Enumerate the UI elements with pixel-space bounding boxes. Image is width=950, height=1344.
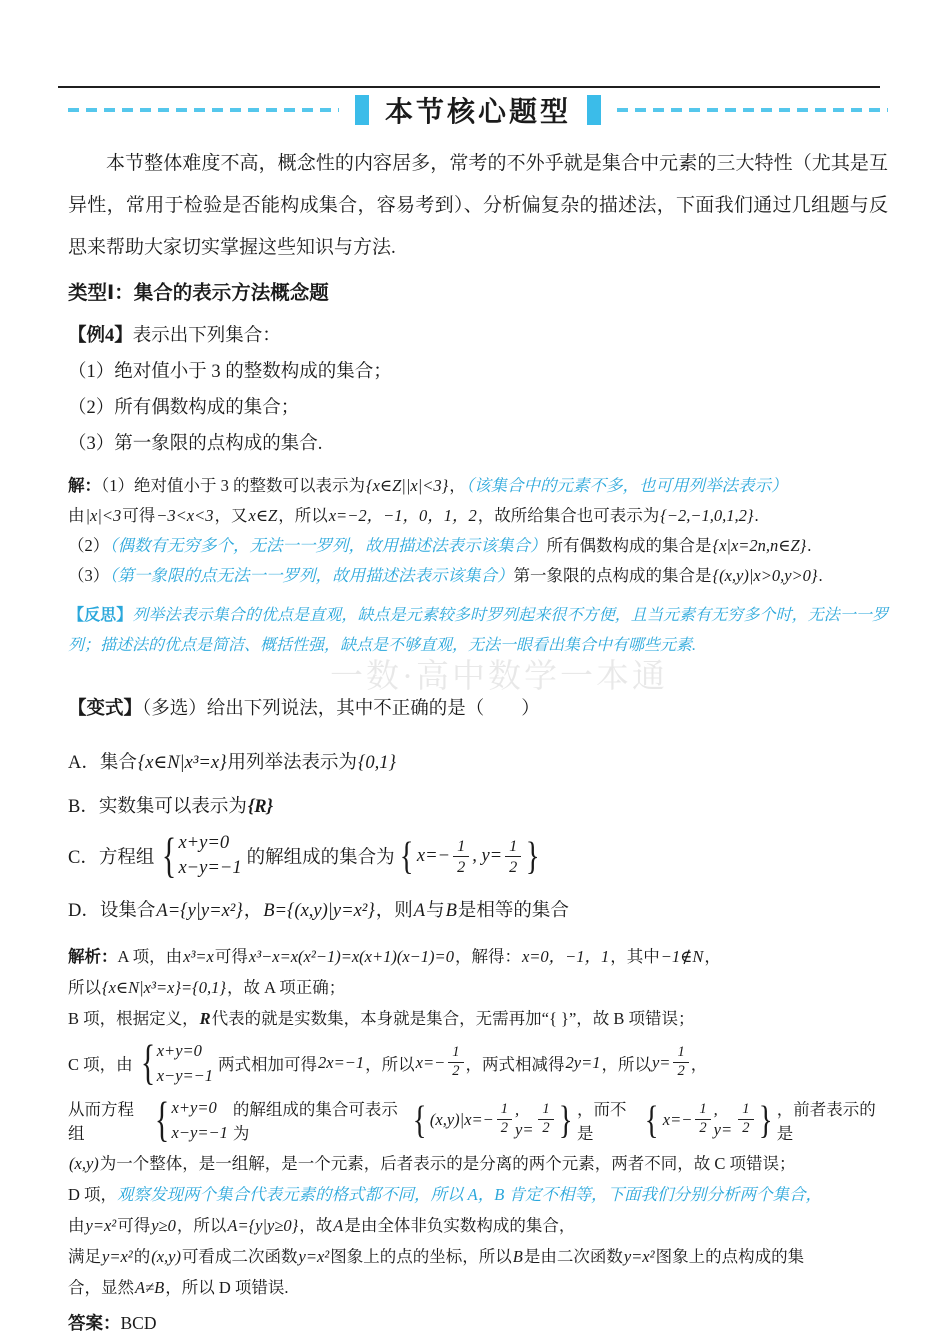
text-run: 方程组 xyxy=(98,848,155,868)
fraction xyxy=(673,1045,688,1080)
left-brace: { xyxy=(399,834,414,878)
analysis-line-1 xyxy=(68,941,888,972)
math-run: x=− xyxy=(662,1109,693,1129)
equation-row: x+y=0 xyxy=(171,1097,217,1117)
text-run: 集合 xyxy=(99,753,137,773)
fraction-numerator: 1 xyxy=(497,1102,512,1120)
analysis-line-5 xyxy=(68,1091,888,1148)
solution-set xyxy=(397,834,543,878)
math-run: y≥0 xyxy=(151,1216,176,1235)
fraction-numerator: 1 xyxy=(738,1102,753,1120)
text-run: 是相等的集合 xyxy=(457,901,569,921)
text-run: （2） xyxy=(68,536,110,555)
analysis-line-8 xyxy=(68,1210,888,1241)
math-run: {x∈Z||x|<3} xyxy=(366,476,449,495)
math-run: {x∈N|x³=x} xyxy=(137,753,227,773)
text-run: 用列举法表示为 xyxy=(227,753,357,773)
option-a-label: A． xyxy=(68,753,100,773)
text-run: ，故 xyxy=(299,1216,333,1235)
math-run: |x|<3 xyxy=(85,506,122,525)
text-run: 为一个整体，是一组解，是一个元素，后者表示的是分离的两个元素，两者不同，故 C 项错误； xyxy=(99,1154,796,1173)
math-run: A={y|y≥0} xyxy=(227,1216,299,1235)
answer-value: BCD xyxy=(120,1313,157,1333)
text-run: ，前者表示的是 xyxy=(776,1099,876,1143)
fraction-denominator: 2 xyxy=(500,1120,509,1136)
text-run: 的 xyxy=(133,1247,151,1266)
text-run: A 项，由 xyxy=(117,947,183,966)
accent-bar-right xyxy=(587,95,601,125)
math-run: R xyxy=(199,1009,211,1028)
text-run: 第一象限的点构成的集合是 xyxy=(513,566,712,585)
comment-run: 观察发现两个集合代表元素的格式都不同，所以 A，B 肯定不相等，下面我们分别分析两个集合， xyxy=(117,1185,822,1204)
math-run: x³=x xyxy=(183,947,214,966)
fraction-denominator: 2 xyxy=(677,1063,685,1079)
fraction-denominator: 2 xyxy=(452,1063,460,1079)
math-run: 2y=1 xyxy=(565,1052,601,1072)
wrong-set xyxy=(642,1097,774,1142)
accent-bar-left xyxy=(355,95,369,125)
text-run: D 项， xyxy=(68,1185,118,1204)
variant-label: 【变式】 xyxy=(68,699,143,719)
math-run: A xyxy=(413,901,426,921)
text-run: ，而不是 xyxy=(576,1099,627,1143)
math-run: x=− xyxy=(416,845,451,866)
text-run: . xyxy=(807,536,812,555)
right-brace: } xyxy=(526,834,540,878)
solution-line-2 xyxy=(68,501,888,531)
option-d xyxy=(68,897,888,925)
math-run: {−2,−1,0,1,2} xyxy=(660,506,754,525)
math-run: B xyxy=(445,901,457,921)
math-run: 2x=−1 xyxy=(318,1052,365,1072)
text-run: 两式相加可得 xyxy=(218,1054,318,1074)
text-run: 可得 xyxy=(122,506,156,525)
analysis-line-3 xyxy=(68,1003,888,1034)
fraction-numerator: 1 xyxy=(505,837,521,857)
text-run: ，故所给集合也可表示为 xyxy=(477,506,660,525)
text-run: 的解组成的集合为 xyxy=(246,848,395,868)
reflection-block xyxy=(68,601,888,661)
text-run: 与 xyxy=(426,901,445,921)
text-run: ，所以 xyxy=(176,1216,227,1235)
text-run: ，又 xyxy=(214,506,248,525)
text-run: 由 xyxy=(68,1216,85,1235)
option-b xyxy=(68,793,888,821)
math-run: {0,1} xyxy=(358,753,396,773)
text-run: 所以 xyxy=(68,978,101,997)
analysis-line-2 xyxy=(68,972,888,1003)
fraction xyxy=(453,837,469,876)
analysis-block xyxy=(68,941,888,1303)
equation-system xyxy=(137,1035,214,1089)
text-run: ，所以 xyxy=(601,1054,651,1074)
fraction xyxy=(505,837,521,876)
text-run: ，故 A 项正确； xyxy=(226,978,346,997)
equation-row: x−y=−1 xyxy=(156,1065,214,1085)
text-run: ，所以 xyxy=(365,1054,415,1074)
fraction-denominator: 2 xyxy=(457,856,466,876)
text-run: 可得 xyxy=(214,947,248,966)
equation-row: x+y=0 xyxy=(156,1040,202,1060)
text-run: 代表的就是实数集，本身就是集合，无需再加“{ }”，故 B 项错误； xyxy=(211,1009,695,1028)
right-brace: } xyxy=(558,1097,573,1142)
option-b-label: B． xyxy=(68,797,99,817)
text-run: （1）绝对值小于 3 的整数可以表示为 xyxy=(101,476,365,495)
text-run: 设集合 xyxy=(99,901,156,921)
left-brace: { xyxy=(140,1035,155,1089)
solution-line-4 xyxy=(68,561,888,591)
math-run: x∈Z xyxy=(248,506,278,525)
fraction-denominator: 2 xyxy=(699,1120,707,1136)
text-run: ， xyxy=(704,947,721,966)
math-run: , y= xyxy=(713,1099,733,1139)
right-brace: } xyxy=(758,1097,773,1142)
analysis-line-4 xyxy=(68,1034,888,1091)
text-run: 的解组成的集合可表示为 xyxy=(232,1099,398,1143)
math-run: {x∈N|x³=x}={0,1} xyxy=(102,978,226,997)
text-run: 所有偶数构成的集合是 xyxy=(546,536,712,555)
text-run: 实数集可以表示为 xyxy=(98,797,247,817)
answer-line xyxy=(68,1308,888,1338)
variant-stem xyxy=(68,695,888,723)
equation-row: x−y=−1 xyxy=(178,858,242,878)
text-run: 由 xyxy=(68,506,85,525)
intro-paragraph: 本节整体难度不高，概念性的内容居多，常考的不外乎就是集合中元素的三大特性（尤其是互异性，常用于检验是否能构成集合，容易考到）、分析偏复杂的描述法，下面我们通过几组题与反思来帮助大家切实掌握这些知识与方法. xyxy=(68,153,888,258)
analysis-line-10 xyxy=(68,1272,888,1303)
text-run: ，两式相减得 xyxy=(465,1054,565,1074)
text-run: 是由二次函数 xyxy=(523,1247,623,1266)
math-run: {(x,y)|x>0,y>0} xyxy=(712,566,818,585)
left-brace: { xyxy=(162,828,177,883)
text-run: 是由全体非负实数构成的集合， xyxy=(344,1216,576,1235)
example-heading xyxy=(68,323,888,349)
fraction-numerator: 1 xyxy=(673,1045,688,1063)
text-run: （3） xyxy=(68,566,110,585)
math-run: x=0，−1，1 xyxy=(521,947,610,966)
fraction-numerator: 1 xyxy=(453,837,469,857)
math-run: {R} xyxy=(247,797,274,817)
fraction xyxy=(695,1102,710,1137)
fraction-denominator: 2 xyxy=(742,1120,750,1136)
fraction-numerator: 1 xyxy=(538,1102,553,1120)
math-run: x=− xyxy=(415,1052,446,1072)
top-rule xyxy=(58,86,880,88)
text-run: 图象上的点的坐标，所以 xyxy=(330,1247,512,1266)
comment-run: （偶数有无穷多个，无法一一罗列，故用描述法表示该集合） xyxy=(109,536,547,555)
math-run: B={(x,y)|y=x²} xyxy=(263,901,375,921)
variant-question: （多选）给出下列说法，其中不正确的是（ ） xyxy=(142,699,540,719)
solution-label: 解： xyxy=(68,476,101,495)
analysis-line-7 xyxy=(68,1179,888,1210)
equation-system xyxy=(151,1092,228,1146)
fraction-denominator: 2 xyxy=(542,1120,550,1136)
text-run: ，所以 D 项错误. xyxy=(165,1278,289,1297)
math-run: y=x² xyxy=(85,1216,117,1235)
example-item-3: （3）第一象限的点构成的集合. xyxy=(68,434,323,454)
fraction xyxy=(497,1102,512,1137)
math-run: , y= xyxy=(472,845,503,866)
math-run: x=−2，−1，0，1，2 xyxy=(328,506,477,525)
option-c xyxy=(68,828,888,883)
equation-row: x−y=−1 xyxy=(171,1122,228,1142)
text-run: ， xyxy=(243,901,263,921)
section-header xyxy=(68,93,888,127)
example-item-1: （1）绝对值小于 3 的整数构成的集合； xyxy=(68,362,392,382)
fraction xyxy=(448,1045,463,1080)
answer-label: 答案： xyxy=(68,1313,121,1333)
page-title: 本节核心题型 xyxy=(385,96,572,127)
math-run: −1∉N xyxy=(660,947,704,966)
math-run: y=x² xyxy=(623,1247,655,1266)
math-run: , y= xyxy=(515,1099,534,1139)
solution-line-1 xyxy=(68,471,888,501)
math-run: B xyxy=(512,1247,523,1266)
fraction xyxy=(738,1102,753,1137)
fraction-denominator: 2 xyxy=(509,856,518,876)
solution-set xyxy=(410,1097,575,1142)
text-run: ， xyxy=(690,1054,708,1074)
left-brace: { xyxy=(412,1097,427,1142)
text-run: B 项，根据定义， xyxy=(68,1009,199,1028)
text-run: 满足 xyxy=(68,1247,101,1266)
solution-block xyxy=(68,471,888,591)
comment-run: （该集合中的元素不多，也可用列举法表示） xyxy=(465,476,788,495)
fraction-numerator: 1 xyxy=(695,1102,710,1120)
math-run: {x|x=2n,n∈Z} xyxy=(712,536,807,555)
math-run: (x,y)|x=− xyxy=(429,1109,494,1129)
example-label: 【例4】 xyxy=(68,326,133,346)
math-run: y=x² xyxy=(298,1247,330,1266)
example-prompt: 表示出下列集合： xyxy=(132,326,281,346)
math-run: x³−x=x(x²−1)=x(x+1)(x−1)=0 xyxy=(248,947,454,966)
comment-run: （第一象限的点无法一一罗列，故用描述法表示该集合） xyxy=(109,566,514,585)
text-run: ，所以 xyxy=(278,506,328,525)
text-run: 可看成二次函数 xyxy=(182,1247,298,1266)
equation-row: x+y=0 xyxy=(178,833,230,853)
text-run: ，则 xyxy=(375,901,413,921)
fraction-numerator: 1 xyxy=(448,1045,463,1063)
text-run: . xyxy=(818,566,823,585)
analysis-line-6 xyxy=(68,1148,888,1179)
math-run: A≠B xyxy=(135,1278,165,1297)
example-item-2: （2）所有偶数构成的集合； xyxy=(68,398,300,418)
left-brace: { xyxy=(155,1092,170,1146)
math-run: A={y|y=x²} xyxy=(156,901,243,921)
text-run: 图象上的点构成的集 xyxy=(655,1247,805,1266)
math-run: A xyxy=(333,1216,344,1235)
text-run: 可得 xyxy=(117,1216,151,1235)
fraction xyxy=(538,1102,553,1137)
solution-line-3 xyxy=(68,531,888,561)
text-run: ，解得： xyxy=(454,947,521,966)
analysis-label: 解析： xyxy=(68,947,118,966)
dashed-line-left xyxy=(68,108,339,112)
analysis-line-9 xyxy=(68,1241,888,1272)
option-d-label: D． xyxy=(68,901,100,921)
text-run: ， xyxy=(449,476,466,495)
reflection-text: 列举法表示集合的优点是直观，缺点是元素较多时罗列起来很不方便，且当元素有无穷多个时，无法一一罗列；描述法的优点是简洁、概括性强，缺点是不够直观，无法一眼看出集合中有哪些元素. xyxy=(68,607,888,654)
math-run: y=x² xyxy=(102,1247,133,1266)
equation-system xyxy=(158,828,242,883)
left-brace: { xyxy=(645,1097,660,1142)
section-title: 类型Ⅰ：集合的表示方法概念题 xyxy=(68,282,329,304)
math-run: y= xyxy=(651,1052,671,1072)
math-run: (x,y) xyxy=(151,1247,181,1266)
dashed-line-right xyxy=(617,108,888,112)
reflection-label: 【反思】 xyxy=(68,607,133,624)
text-run: 合，显然 xyxy=(68,1278,134,1297)
text-run: . xyxy=(754,506,759,525)
text-run: C 项，由 xyxy=(68,1054,133,1074)
math-run: (x,y) xyxy=(69,1154,99,1173)
option-c-label: C． xyxy=(68,848,99,868)
text-run: ，其中 xyxy=(610,947,660,966)
text-run: 从而方程组 xyxy=(68,1099,134,1143)
watermark: 一数·高中数学一本通 xyxy=(330,659,668,695)
math-run: −3<x<3 xyxy=(156,506,214,525)
option-a xyxy=(68,749,888,777)
